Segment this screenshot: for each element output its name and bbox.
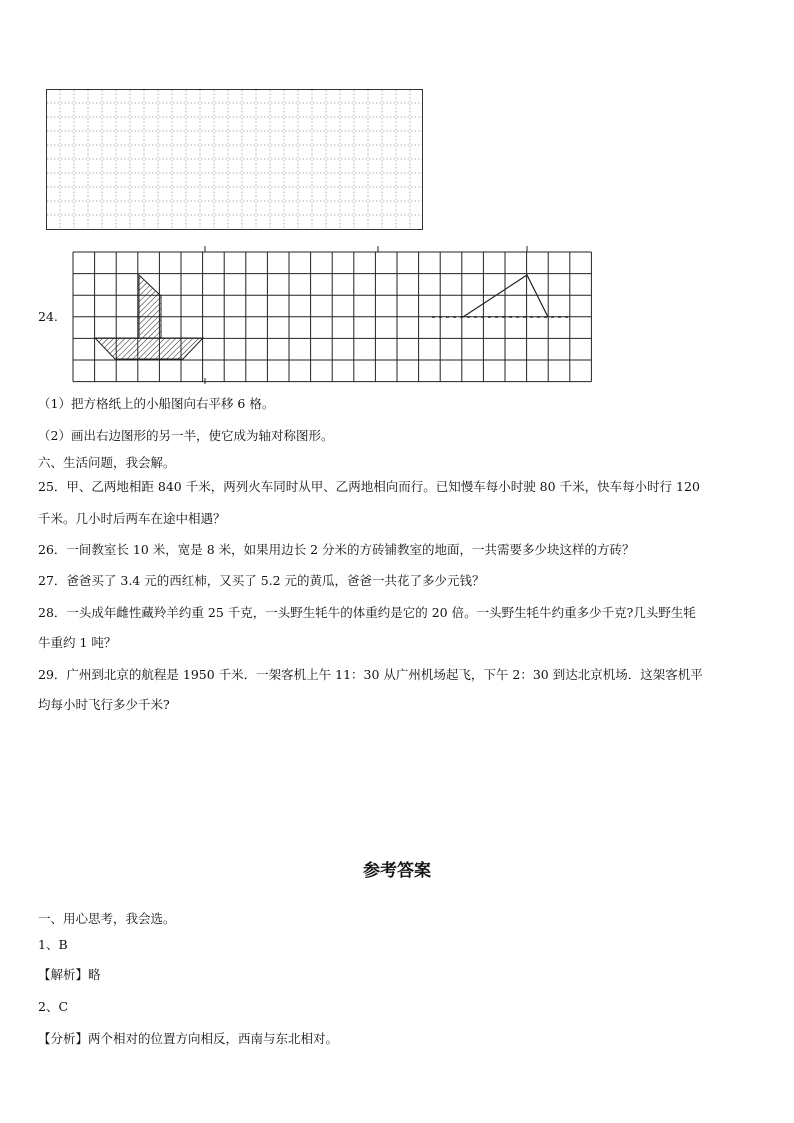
- question-26: 26．一间教室长 10 米，宽是 8 米，如果用边长 2 分米的方砖铺教室的地面，一共需要多少块这样的方砖？: [38, 542, 635, 557]
- answer-1: 1、B: [38, 937, 68, 952]
- answer-key-title: 参考答案: [363, 861, 431, 881]
- answer-1-note: 【解析】略: [38, 967, 101, 982]
- question-29-line-1: 29．广州到北京的航程是 1950 千米．一架客机上午 11：30 从广州机场起飞，下午 2：30 到达北京机场．这架客机平: [38, 667, 703, 682]
- answer-2-note: 【分析】两个相对的位置方向相反，西南与东北相对。: [38, 1031, 339, 1046]
- question-29-line-2: 均每小时飞行多少千米?: [38, 697, 170, 712]
- dotted-grid-figure: [46, 89, 424, 231]
- section-6-heading: 六、生活问题，我会解。: [38, 455, 176, 470]
- question-25-line-2: 千米。几小时后两车在途中相遇？: [38, 511, 226, 526]
- question-25-line-1: 25．甲、乙两地相距 840 千米，两列火车同时从甲、乙两地相向而行。已知慢车每小时驶 80 千米，快车每小时行 120: [38, 479, 700, 494]
- question-24-grid-figure: [70, 246, 594, 386]
- answer-2: 2、C: [38, 999, 69, 1014]
- boat-sail-shape: [139, 275, 161, 338]
- boat-hull-shape: [95, 338, 203, 359]
- question-28-line-1: 28．一头成年雌性藏羚羊约重 25 千克，一头野生牦牛的体重约是它的 20 倍。一头野生牦牛约重多少千克?几头野生牦: [38, 605, 696, 620]
- question-27: 27．爸爸买了 3.4 元的西红柿，又买了 5.2 元的黄瓜，爸爸一共花了多少元钱？: [38, 573, 485, 588]
- question-28-line-2: 牛重约 1 吨？: [38, 635, 117, 650]
- answer-section-1-heading: 一、用心思考，我会选。: [38, 911, 176, 926]
- question-24-number: 24.: [38, 309, 58, 324]
- question-24-part-1: （1）把方格纸上的小船图向右平移 6 格。: [38, 396, 275, 411]
- question-24-part-2: （2）画出右边图形的另一半，使它成为轴对称图形。: [38, 428, 334, 443]
